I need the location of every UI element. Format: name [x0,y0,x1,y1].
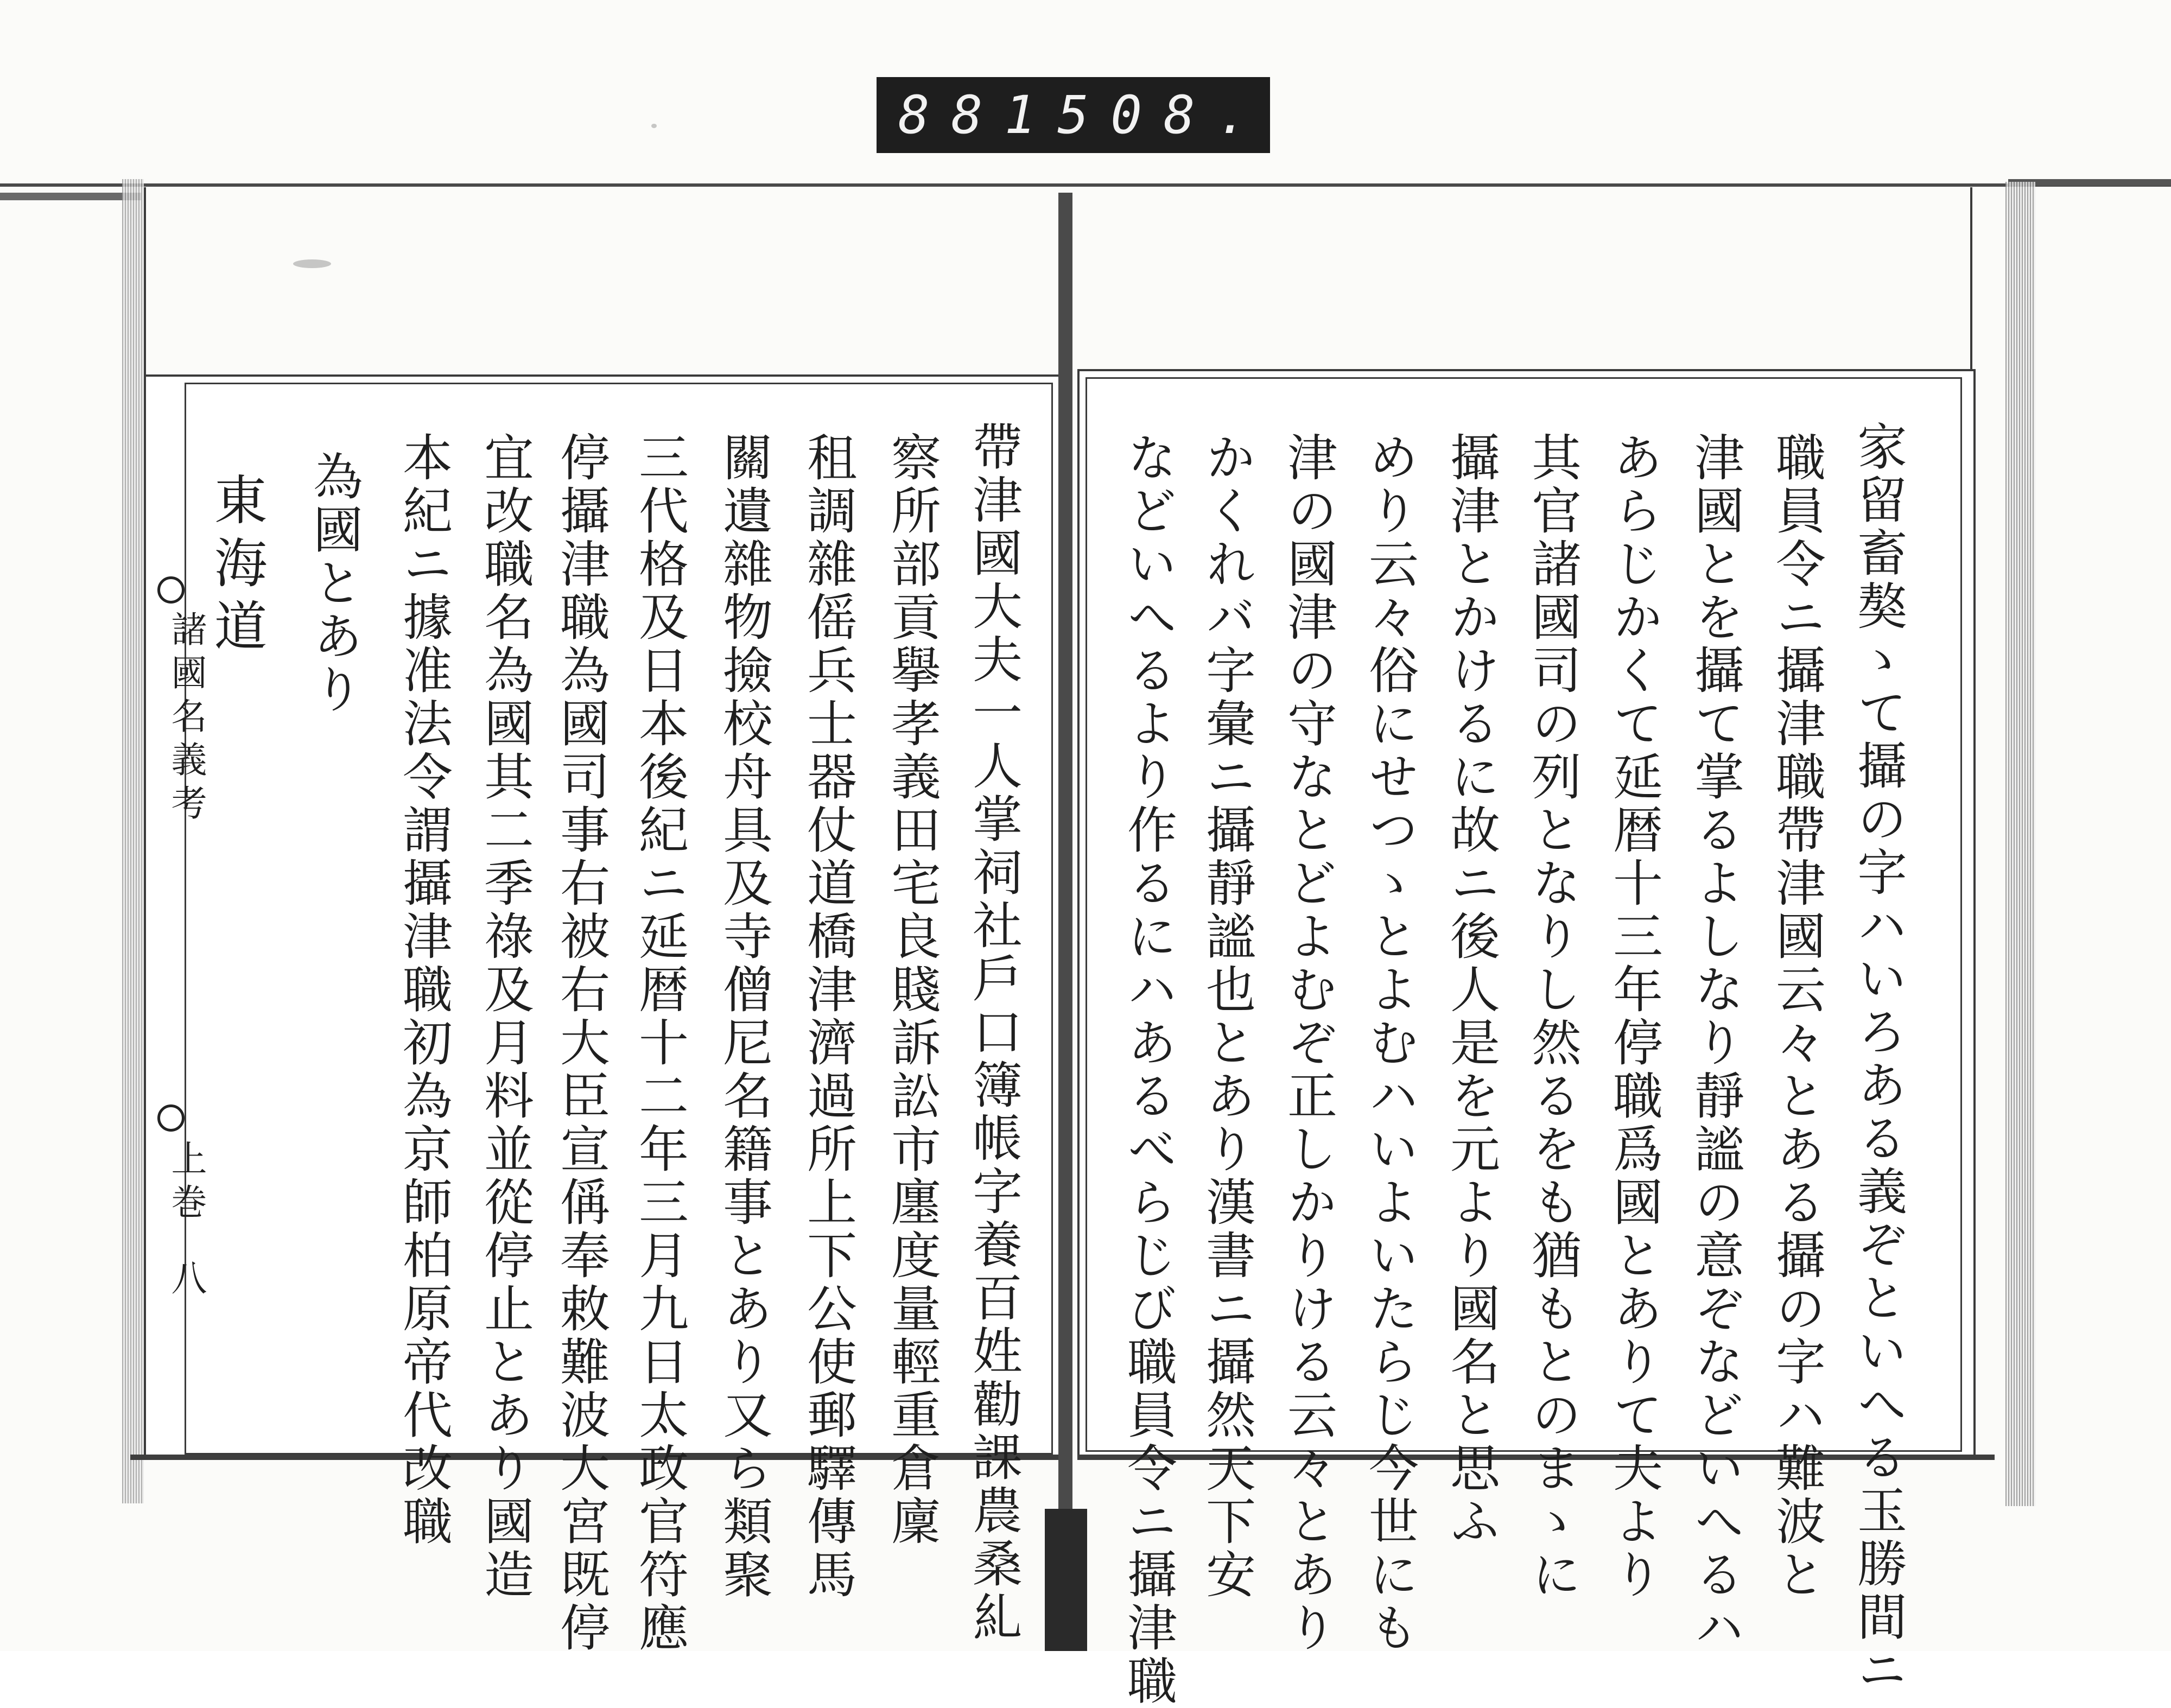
text-line: 攝津とかけるに故ニ後人是を元より國名と思ふ [1442,431,1500,1548]
smudge-mark [293,259,331,268]
text-line: 家留畜獒ゝて攝の字ハいろある義ぞといへる玉勝間ニ [1849,421,1907,1697]
circle-mark [157,576,185,604]
text-line: かくれバ字彙ニ攝靜謐也とあり漢書ニ攝然天下安 [1198,431,1256,1602]
text-line: などいへるより作るにハあるべらじび職員令ニ攝津職 [1119,431,1177,1708]
text-line: あらじかくて延暦十三年停職爲國とありて夫より [1605,431,1663,1602]
text-line: 關遺雜物撿校舟具及寺僧尼名籍事とあり又ら類聚 [715,431,773,1602]
text-line: 職員令ニ攝津職帶津國云々とある攝の字ハ難波と [1768,431,1826,1602]
text-line: 停攝津職為國司事右被右大臣宣偁奉敕難波大宮既停 [552,431,610,1655]
gutter-tab [1045,1509,1087,1651]
section-heading: 東海道 [205,472,267,661]
book-edge-left [122,179,144,1503]
page-number: 八 [165,1259,207,1303]
circle-mark [157,1104,185,1132]
volume-label: 上巻 [165,1140,207,1227]
text-line: 本紀ニ據准法令謂攝津職初為京師柏原帝代改職 [395,431,453,1548]
smudge-mark [651,124,657,128]
text-line: 三代格及日本後紀ニ延暦十二年三月九日太政官符應 [631,431,689,1655]
gutter [1058,193,1072,1517]
film-label [877,77,1270,153]
text-line: めり云々俗にせつゝとよむハいよいたらじ今世にも [1361,431,1419,1655]
film-number-left: 881 [898,85,1058,145]
text-line: 宜改職名為國其二季祿及月料並從停止とあり國造 [476,431,534,1602]
text-line: 津國とを攝て掌るよしなり靜謐の意ぞなどいへるハ [1686,431,1744,1655]
text-line: 津の國津の守なとどよむぞ正しかりける云々とあり [1279,431,1337,1655]
top-rule [0,183,2171,187]
upper-vert-right [1970,187,1972,369]
text-line: 察所部貢擧孝義田宅良賤訴訟市廛度量輕重倉廩 [883,431,941,1548]
text-line: 為國とあり [305,450,363,716]
upper-vert-left [144,187,146,374]
top-rule-left-segment [0,193,141,200]
book-edge-right [2005,182,2035,1506]
book-title-label: 諸國名義考 [165,611,207,828]
film-number-right: 508. [1057,85,1270,145]
text-line: 帶津國大夫一人掌祠社戶口簿帳字養百姓勸課農桑糺 [964,421,1023,1644]
text-line: 其官諸國司の列となりし然るをも猶もとのまゝに [1523,431,1582,1602]
text-line: 租調雜傜兵士器仗道橋津濟過所上下公使郵驛傳馬 [799,431,857,1602]
